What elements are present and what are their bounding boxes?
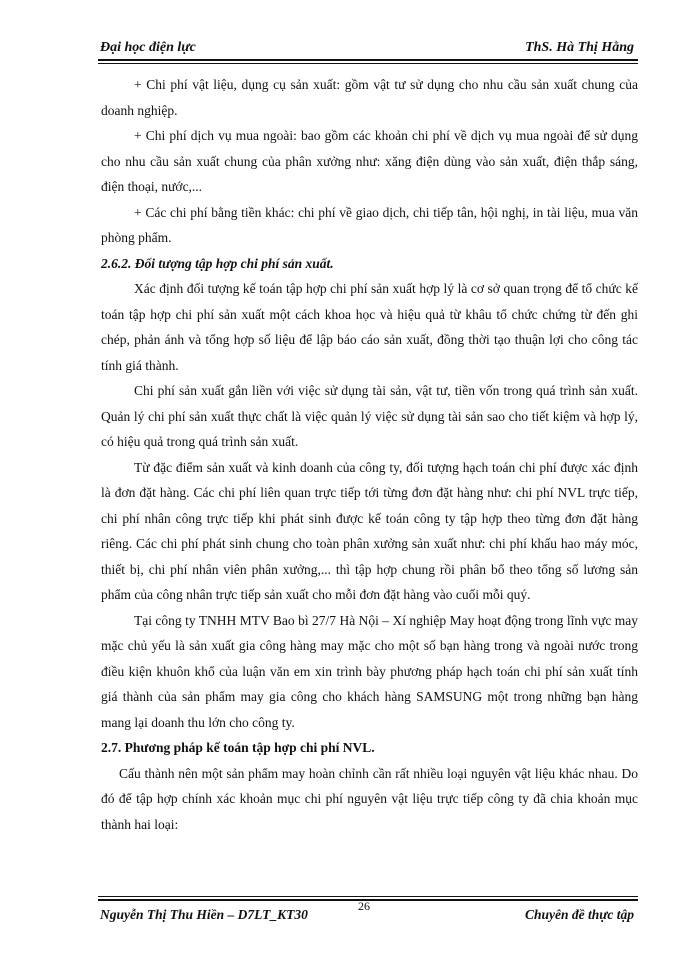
footer-author: Nguyễn Thị Thu Hiền – D7LT_KT30 xyxy=(100,907,308,922)
paragraph-production-cost-management: Chi phí sản xuất gắn liền với việc sử dụng tài sản, vật tư, tiền vốn trong quá trình sản xuất. Quản lý chi phí sản xuất thực chất là việc quản lý việc sử dụng tài sản sao cho tiết kiệm và hợp lý, có hiệu quả trong quá trình sản xuất. xyxy=(101,383,638,449)
header-rule-thin xyxy=(98,63,638,64)
page-body xyxy=(101,72,638,837)
paragraph-company-context: Tại công ty TNHH MTV Bao bì 27/7 Hà Nội – Xí nghiệp May hoạt động trong lĩnh vực may mặc chủ yếu là sản xuất gia công hàng may mặc cho một số bạn hàng trong và ngoài nước trong điều kiện khuôn khổ của luận văn em xin trình bày phương pháp hạch toán chi phí sản xuất tính giá thành của sản phẩm may gia công cho khách hàng SAMSUNG một trong những bạn hàng mang lại doanh thu lớn cho công ty. xyxy=(101,612,638,730)
header-rule-thick xyxy=(98,59,638,61)
paragraph-other-cash-costs: + Các chi phí bằng tiền khác: chi phí về giao dịch, chi tiếp tân, hội nghị, in tài liệu, mua văn phòng phẩm. xyxy=(101,204,638,245)
paragraph-outsourced-services: + Chi phí dịch vụ mua ngoài: bao gồm các khoản chi phí về dịch vụ mua ngoài để sử dụng cho nhu cầu sản xuất chung của phân xưởng như: xăng điện dùng vào sản xuất, điện thắp sáng, điện thoại, nước,... xyxy=(101,128,638,194)
footer-rule-thin xyxy=(98,896,638,897)
paragraph-cost-object-definition: Xác định đối tượng kế toán tập hợp chi phí sản xuất hợp lý là cơ sở quan trọng để tổ chức kế toán tập hợp chi phí sản xuất một cách khoa học và hiệu quả từ khâu tổ chức chứng từ đến ghi chép, phản ánh và tổng hợp số liệu để lập báo cáo sản xuất, đồng thời tạo thuận lợi cho công tác tính giá thành. xyxy=(101,281,638,373)
page-number: 26 xyxy=(358,899,370,913)
paragraph-material-categories: Cấu thành nên một sản phẩm may hoàn chỉnh cần rất nhiều loại nguyên vật liệu khác nhau. Do đó để tập hợp chính xác khoản mục chi phí nguyên vật liệu trực tiếp công ty đã chia khoản mục thành hai loại: xyxy=(101,765,638,832)
footer-document-type: Chuyên đề thực tập xyxy=(525,907,634,922)
section-heading-2-7: 2.7. Phương pháp kế toán tập hợp chi phí NVL. xyxy=(101,740,375,755)
paragraph-order-based-costing: Từ đặc điểm sản xuất và kinh doanh của công ty, đối tượng hạch toán chi phí được xác định là đơn đặt hàng. Các chi phí liên quan trực tiếp tới từng đơn đặt hàng như: chi phí NVL trực tiếp, chi phí nhân công trực tiếp khi phát sinh được kế toán công ty tập hợp theo từng đơn đặt hàng riêng. Các chi phí phát sinh chung cho toàn phân xưởng sản xuất như: chi phí khấu hao máy móc, thiết bị, chi phí nhân viên phân xưởng,... thì tập hợp chung rồi phân bổ theo tổng số lương sản phẩm của công nhân trực tiếp sản xuất cho mỗi đơn đặt hàng vào cuối mỗi quý. xyxy=(101,459,638,602)
section-heading-2-6-2: 2.6.2. Đối tượng tập hợp chi phí sản xuất. xyxy=(101,255,334,271)
header-instructor: ThS. Hà Thị Hằng xyxy=(525,40,634,55)
header-university: Đại học điện lực xyxy=(100,40,196,55)
paragraph-material-costs: + Chi phí vật liệu, dụng cụ sản xuất: gồm vật tư sử dụng cho nhu cầu sản xuất chung của doanh nghiệp. xyxy=(101,77,638,118)
